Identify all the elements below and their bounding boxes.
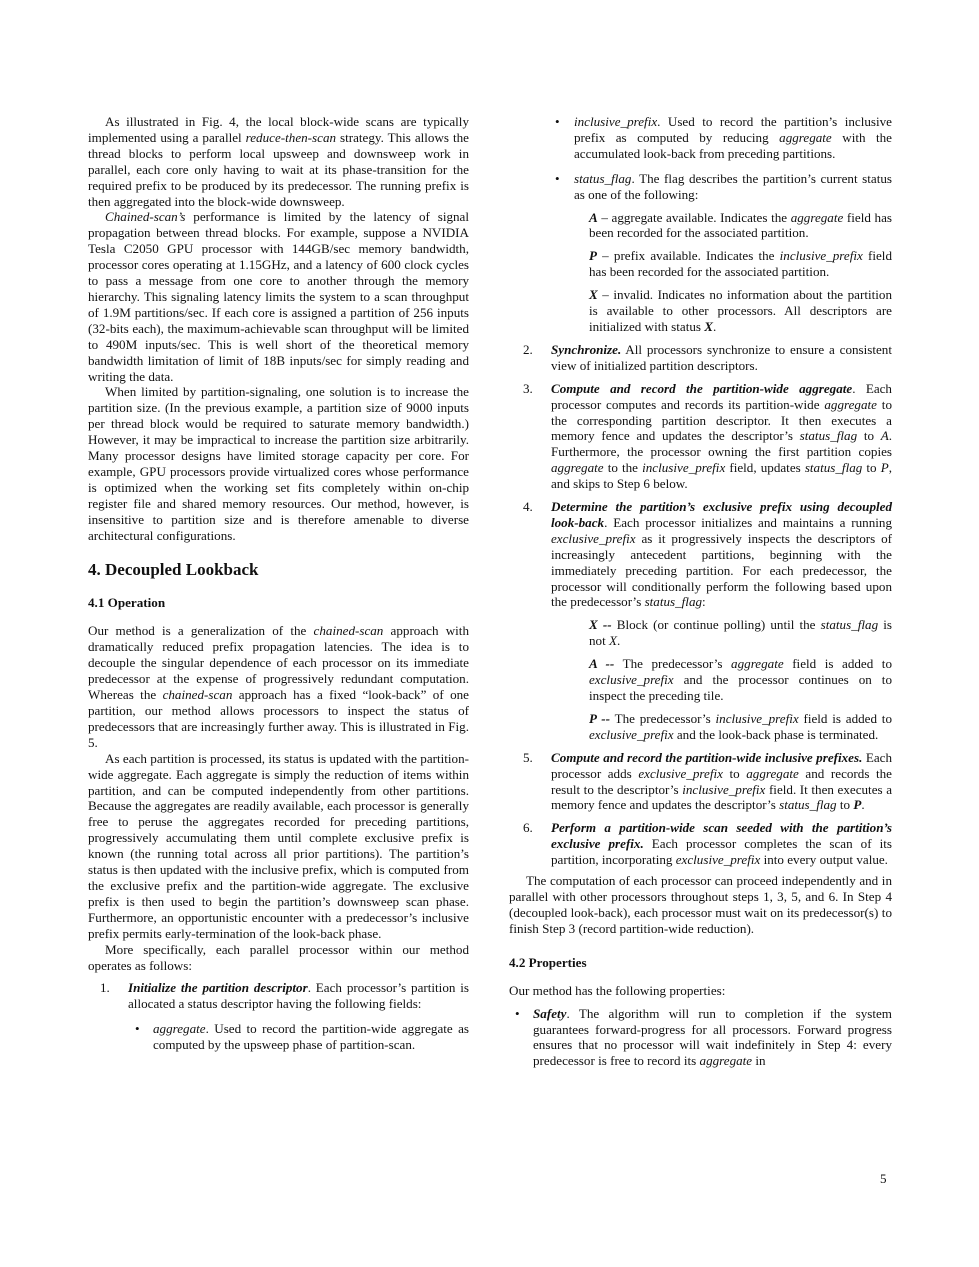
section-heading-decoupled-lookback: 4. Decoupled Lookback — [88, 560, 259, 580]
step-3: 3. Compute and record the partition-wide aggregate. Each processor computes and records its partition-wide aggregate to the corresponding partition descriptor. It then executes a memory fence and updates the descriptor’s status_flag to A. Furthermore, the processor owning the first partition copies aggregate to the inclusive_prefix field, updates status_flag to P, and skips to Step 6 below. — [523, 380, 893, 492]
page-number: 5 — [880, 1171, 887, 1186]
left-column — [88, 114, 469, 1053]
step-2: 2. Synchronize. All processors synchronize to ensure a consistent view of initialized partition descriptors. — [523, 341, 892, 373]
paragraph-more-specifically: More specifically, each parallel processor within our method operates as follows: — [88, 941, 469, 973]
step-4: 4. Determine the partition’s exclusive prefix using decoupled look-back. Each processor initializes and maintains a running exclusive_prefix as it progressively inspects the descriptors of increasingly antecedent partitions, beginning with the immediately preceding partition. For each predecessor, the processor will conditionally perform the following based upon the predecessor’s status_flag: — [523, 499, 892, 610]
condition-P: P -- The predecessor’s inclusive_prefix field is added to exclusive_prefix and the look-back phase is terminated. — [589, 710, 892, 742]
paragraph-chained-scan-latency: Chained-scan’s performance is limited by the latency of signal propagation between thread blocks. For example, suppose a NVIDIA Tesla C2050 GPU processor with 144GB/sec memory bandwidth, processor cores operating at 1.15GHz, and a latency of 600 clock cycles to pass a message from one core to another through the memory hierarchy. This signaling latency limits the system to a scan throughput of 1.9M partitions/sec. If each core is assigned a partition of 256 inputs (32-bits each), the maximum-achievable scan throughput will be limited to 490M inputs/sec. This is well short of the theoretical memory bandwidth limitation of limit of 18B inputs/sec for simply reading and writing the data. — [88, 209, 469, 384]
right-column — [509, 114, 892, 1069]
paragraph-partition-status: As each partition is processed, its status is updated with the partition-wide aggregate. Each aggregate is simply the reduction of items within partition, and can be computed independently from other partitions. Because the aggregates are readily available, each processor is generally free to peruse the aggregates recorded for preceding partitions, progressively accumulating them until complete exclusive prefix is known (the running total across all prior partitions). The partition’s status is then updated with the inclusive prefix, which is computed from the exclusive prefix and the partition-wide aggregate. The exclusive prefix is then used to begin the partition’s downsweep scan phase. Furthermore, an opportunistic encounter with a predecessor’s inclusive prefix permits early-termination of the look-back phase. — [88, 750, 469, 941]
paragraph-properties-intro: Our method has the following properties: — [509, 982, 726, 998]
bullet-inclusive-prefix: • inclusive_prefix. Used to record the partition’s inclusive prefix as computed by reducing aggregate with the accumulated look-back from preceding partitions. — [555, 114, 892, 161]
paragraph-partition-size: When limited by partition-signaling, one solution is to increase the partition size. (In the previous example, a partition size of 9000 inputs per thread block would be required to saturate memory bandwidth.) However, it may be impractical to increase the partition size arbitrarily. Many processor designs have limited storage capacity per core. For example, GPU processors provide virtualized cores whose performance is optimized when the working set fits completely within on-chip register file and shared memory resources. Our method, however, is insensitive to partition size and is therefore amenable to diverse architectural configurations. — [88, 384, 469, 543]
bullet-status-flag: • status_flag. The flag describes the partition’s current status as one of the following: — [555, 170, 892, 202]
paragraph-generalization: Our method is a generalization of the chained-scan approach with dramatically reduced prefix propagation latencies. The idea is to decouple the singular dependence of each processor on its immediate predecessor at the expense of progressively redundant computation. Whereas the chained-scan approach has a fixed “look-back” of one partition, our method allows processors to inspect the status of predecessors that are increasingly further away. This is illustrated in Fig. 5. — [88, 623, 469, 750]
bullet-aggregate: • aggregate. Used to record the partition-wide aggregate as computed by the upsweep phase of partition-scan. — [135, 1021, 469, 1053]
step-6: 6. Perform a partition-wide scan seeded with the partition’s exclusive prefix. Each processor completes the scan of its partition, incorporating exclusive_prefix into every output value. — [523, 820, 892, 868]
bullet-safety: • Safety. The algorithm will run to completion if the system guarantees forward-progress for all processors. Forward progress ensures that no processor will wait indefinitely in Step 4: every predecessor is free to record its aggregate in — [515, 1005, 892, 1069]
condition-X: X -- Block (or continue polling) until the status_flag is not X. — [589, 617, 892, 649]
paragraph-independent-computation: The computation of each processor can proceed independently and in parallel with other processors throughout steps 1, 3, 5, and 6. In Step 4 (decoupled look-back), each processor must wait on its predecessor(s) to finish Step 3 (record partition-wide reduction). — [509, 873, 892, 936]
step-5: 5. Compute and record the partition-wide inclusive prefixes. Each processor adds exclusive_prefix to aggregate and records the result to the descriptor’s inclusive_prefix field. It then executes a memory fence and updates the descriptor’s status_flag to P. — [523, 749, 893, 813]
condition-A: A -- The predecessor’s aggregate field is added to exclusive_prefix and the processor continues on to inspect the preceding tile. — [589, 656, 892, 703]
flag-A: A – aggregate available. Indicates the aggregate field has been recorded for the associated partition. — [589, 209, 893, 241]
flag-P: P – prefix available. Indicates the inclusive_prefix field has been recorded for the associated partition. — [589, 248, 892, 280]
subsection-heading-properties: 4.2 Properties — [509, 954, 587, 970]
step-1: 1. Initialize the partition descriptor. Each processor’s partition is allocated a status descriptor having the following fields: — [100, 980, 469, 1012]
subsection-heading-operation: 4.1 Operation — [88, 595, 166, 611]
paragraph-local-scans: As illustrated in Fig. 4, the local block-wide scans are typically implemented using a parallel reduce-then-scan strategy. This allows the thread blocks to perform local upsweep and downsweep work in parallel, each core only having to wait at its phase-transition for the required prefix to be produced by its predecessor. The running prefix is then aggregated into the block-wide downsweep. — [88, 114, 469, 209]
flag-X: X – invalid. Indicates no information about the partition is available to other processors. All descriptors are initialized with status X. — [589, 287, 892, 334]
